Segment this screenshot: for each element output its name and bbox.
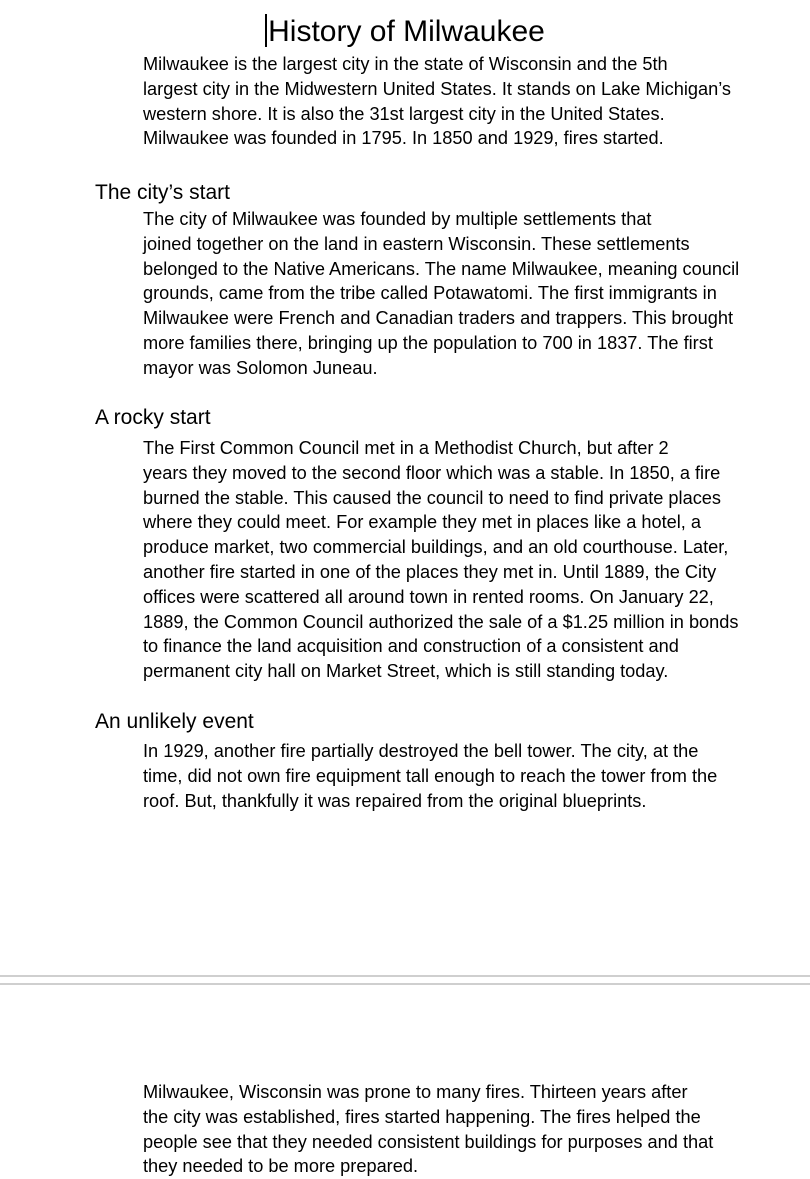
paragraph-line: Milwaukee is the largest city in the state of Wisconsin and the 5th [143, 54, 668, 74]
intro-paragraph [95, 52, 732, 151]
page-break-separator [0, 975, 810, 985]
paragraph-line: the city was established, fires started happening. The fires helped the [143, 1106, 701, 1127]
paragraph-line: offices were scattered all around town in rented rooms. On January 22, [143, 586, 714, 607]
paragraph-line: mayor was Solomon Juneau. [143, 357, 378, 378]
paragraph-line: roof. But, thankfully it was repaired from the original blueprints. [143, 790, 647, 811]
document-title-text: History of Milwaukee [268, 15, 545, 48]
paragraph-line: years they moved to the second floor which was a stable. In 1850, a fire [143, 462, 721, 483]
paragraph-line: permanent city hall on Market Street, which is still standing today. [143, 661, 669, 682]
paragraph-line: time, did not own fire equipment tall enough to reach the tower from the [143, 765, 718, 786]
paragraph-line: joined together on the land in eastern Wisconsin. These settlements [143, 233, 690, 254]
text-cursor [265, 14, 267, 47]
paragraph-line: they needed to be more prepared. [143, 1156, 419, 1177]
document-page-2[interactable] [0, 985, 810, 1177]
paragraph-line: where they could meet. For example they met in places like a hotel, a [143, 512, 702, 533]
section-heading-unlikely-event: An unlikely event [95, 710, 254, 733]
document-title [0, 12, 810, 52]
paragraph-line: Milwaukee, Wisconsin was prone to many fires. Thirteen years after [143, 1082, 688, 1102]
paragraph-line: another fire started in one of the places they met in. Until 1889, the City [143, 561, 717, 582]
paragraph-line: western shore. It is also the 31st largest city in the United States. [143, 103, 665, 124]
paragraph-line: grounds, came from the tribe called Potawatomi. The first immigrants in [143, 283, 717, 304]
paragraph-line: more families there, bringing up the population to 700 in 1837. The first [143, 332, 713, 353]
paragraph-line: produce market, two commercial buildings, and an old courthouse. Later, [143, 537, 729, 558]
paragraph-line: largest city in the Midwestern United States. It stands on Lake Michigan’s [143, 78, 732, 99]
paragraph-line: The First Common Council met in a Methodist Church, but after 2 [143, 438, 669, 458]
section-paragraph-city-start [95, 207, 740, 381]
section-paragraph-rocky-start [95, 436, 739, 684]
section-paragraph-unlikely-event [95, 739, 718, 813]
paragraph-line: to finance the land acquisition and construction of a consistent and [143, 636, 679, 657]
section-heading-rocky-start: A rocky start [95, 406, 211, 429]
paragraph-line: The city of Milwaukee was founded by multiple settlements that [143, 209, 652, 229]
page2-paragraph [95, 1080, 715, 1179]
paragraph-line: 1889, the Common Council authorized the sale of a $1.25 million in bonds [143, 611, 739, 632]
paragraph-line: burned the stable. This caused the council to need to find private places [143, 487, 721, 508]
paragraph-line: Milwaukee was founded in 1795. In 1850 and 1929, fires started. [143, 128, 664, 149]
paragraph-line: belonged to the Native Americans. The name Milwaukee, meaning council [143, 258, 740, 279]
section-heading-city-start: The city’s start [95, 181, 230, 204]
paragraph-line: Milwaukee were French and Canadian traders and trappers. This brought [143, 308, 734, 329]
paragraph-line: In 1929, another fire partially destroyed the bell tower. The city, at the [143, 741, 699, 761]
paragraph-line: people see that they needed consistent buildings for purposes and that [143, 1131, 714, 1152]
